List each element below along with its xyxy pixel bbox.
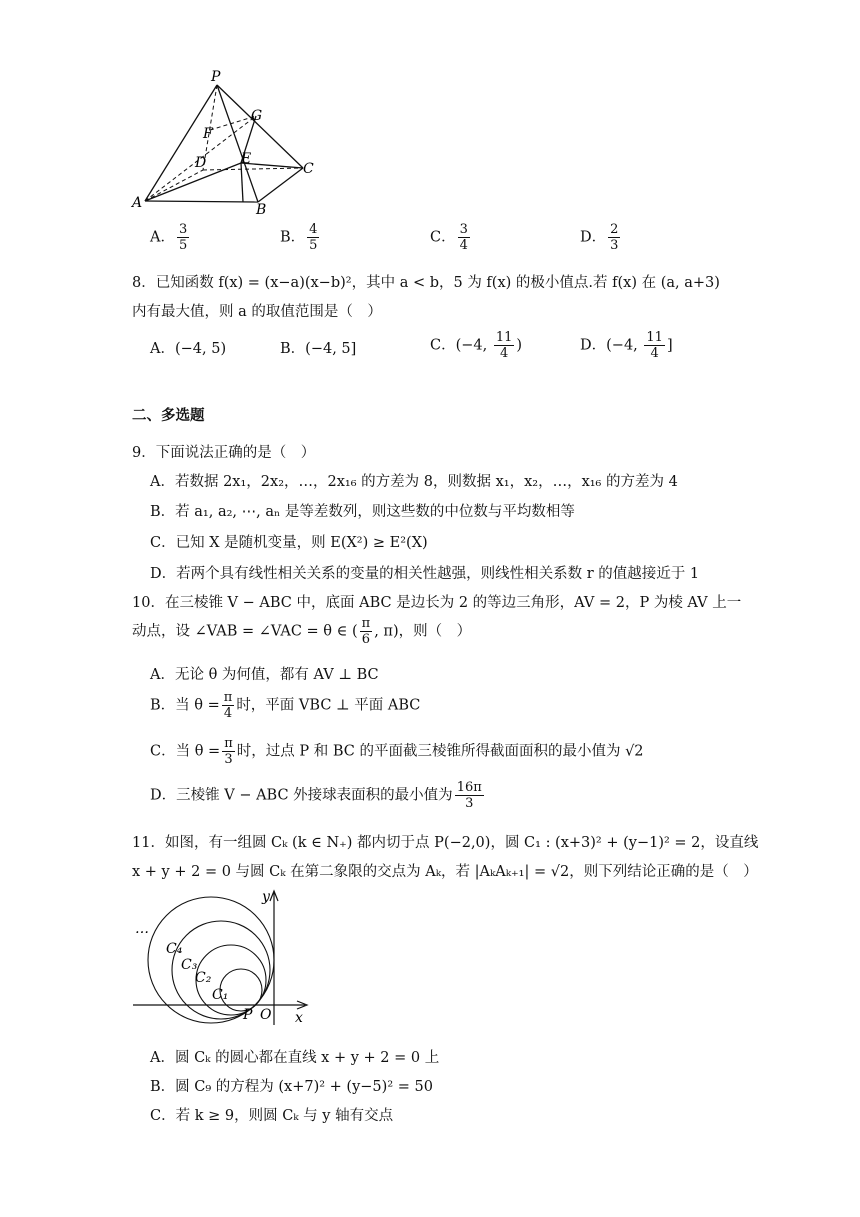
fraction: $\frac{\pi}{3}$: [224, 736, 233, 767]
q7-option-d[interactable]: [580, 222, 622, 253]
q11-option-b[interactable]: B．圆 C₉ 的方程为 (x+7)² + (y−5)² = 50: [150, 1079, 433, 1095]
q9-option-a[interactable]: A．若数据 2x₁，2x₂，…，2x₁₆ 的方差为 8，则数据 x₁，x₂，…，x₁₆ 的方差为 4: [150, 474, 678, 490]
q11-stem-line1: 11．如图，有一组圆 Cₖ (k ∈ N₊) 都内切于点 P(−2,0)，圆 C₁ : (x+3)² + (y−1)² = 2，设直线: [132, 835, 759, 851]
label-x: x: [295, 1010, 303, 1026]
fraction: $\frac{3}{4}$: [459, 222, 468, 253]
q10-stem-line1: 10．在三棱锥 V − ABC 中，底面 ABC 是边长为 2 的等边三角形，AV = 2，P 为棱 AV 上一: [132, 595, 742, 611]
q8-option-a[interactable]: A．(−4, 5): [150, 341, 227, 357]
q10-option-a[interactable]: A．无论 θ 为何值，都有 AV ⊥ BC: [150, 667, 379, 683]
label-d: D: [195, 155, 207, 171]
circles-figure: [125, 885, 315, 1030]
pyramid-figure: [125, 66, 325, 216]
label-a: A: [132, 195, 143, 211]
q9-option-b[interactable]: B．若 a₁, a₂, ⋯, aₙ 是等差数列，则这些数的中位数与平均数相等: [150, 504, 575, 520]
label-dots: …: [135, 921, 149, 937]
option-letter: B．: [280, 229, 306, 246]
q10-option-b[interactable]: B．当 θ = $\frac{\pi}{4}$ 时，平面 VBC ⊥ 平面 ABC: [150, 690, 421, 721]
q10-option-c[interactable]: C．当 θ = $\frac{\pi}{3}$ 时，过点 P 和 BC 的平面截三棱锥所得截面面积的最小值为 √2: [150, 736, 644, 767]
label-c4: C₄: [166, 941, 183, 957]
label-c: C: [303, 161, 314, 177]
q8-option-b[interactable]: B．(−4, 5]: [280, 341, 357, 357]
fraction: $\frac{\pi}{4}$: [223, 690, 233, 721]
q7-option-c[interactable]: [430, 222, 472, 253]
q10-option-d[interactable]: D．三棱锥 V − ABC 外接球表面积的最小值为 $\frac{16\pi}{3}$: [150, 780, 482, 811]
q11-option-a[interactable]: A．圆 Cₖ 的圆心都在直线 x + y + 2 = 0 上: [150, 1050, 440, 1066]
q9-stem: 9．下面说法正确的是（ ）: [132, 445, 316, 461]
fraction: $\frac{3}{5}$: [178, 222, 188, 253]
label-p: P: [211, 69, 221, 85]
option-letter: C．: [430, 229, 456, 246]
fraction: $\frac{2}{3}$: [610, 222, 619, 253]
q7-option-a[interactable]: [150, 222, 191, 253]
q9-option-d[interactable]: D．若两个具有线性相关关系的变量的相关性越强，则线性相关系数 r 的值越接近于 1: [150, 566, 700, 582]
q11-option-c[interactable]: C．若 k ≥ 9，则圆 Cₖ 与 y 轴有交点: [150, 1108, 394, 1124]
fraction: $\frac{\pi}{6}$: [361, 616, 371, 647]
fraction: $\frac{11}{4}$: [646, 330, 663, 361]
fraction: $\frac{11}{4}$: [495, 330, 513, 361]
label-p: P: [243, 1007, 253, 1023]
fraction: $\frac{16\pi}{3}$: [456, 780, 482, 811]
q10-stem-line2: 动点，设 ∠VAB = ∠VAC = θ ∈ ( $\frac{\pi}{6}$ , π)，则（ ）: [132, 616, 472, 647]
q8-option-d[interactable]: D．(−4, $\frac{11}{4}$ ]: [580, 330, 673, 361]
label-f: F: [203, 126, 213, 142]
label-e: E: [241, 151, 252, 167]
q8-stem-line2: 内有最大值，则 a 的取值范围是（ ）: [132, 304, 382, 320]
label-y: y: [262, 889, 270, 905]
q8-stem-line1: 8．已知函数 f(x) = (x−a)(x−b)²，其中 a < b，5 为 f(x) 的极小值点.若 f(x) 在 (a, a+3): [132, 275, 720, 291]
label-b: B: [256, 202, 267, 216]
label-g: G: [251, 108, 263, 124]
q7-option-b[interactable]: [280, 222, 321, 253]
option-letter: D．: [580, 229, 607, 246]
label-c3: C₃: [181, 957, 198, 973]
section-title: 二、多选题: [132, 408, 205, 424]
label-o: O: [260, 1007, 272, 1023]
q11-stem-line2: x + y + 2 = 0 与圆 Cₖ 在第二象限的交点为 Aₖ，若 |AₖAₖ₊₁| = √2，则下列结论正确的是（ ）: [132, 864, 758, 880]
q9-option-c[interactable]: C．已知 X 是随机变量，则 E(X²) ≥ E²(X): [150, 535, 428, 551]
option-letter: A．: [150, 229, 175, 246]
q8-option-c[interactable]: C．(−4, $\frac{11}{4}$ ): [430, 330, 523, 361]
label-c2: C₂: [195, 970, 212, 986]
label-c1: C₁: [212, 987, 229, 1003]
fraction: $\frac{4}{5}$: [309, 222, 318, 253]
